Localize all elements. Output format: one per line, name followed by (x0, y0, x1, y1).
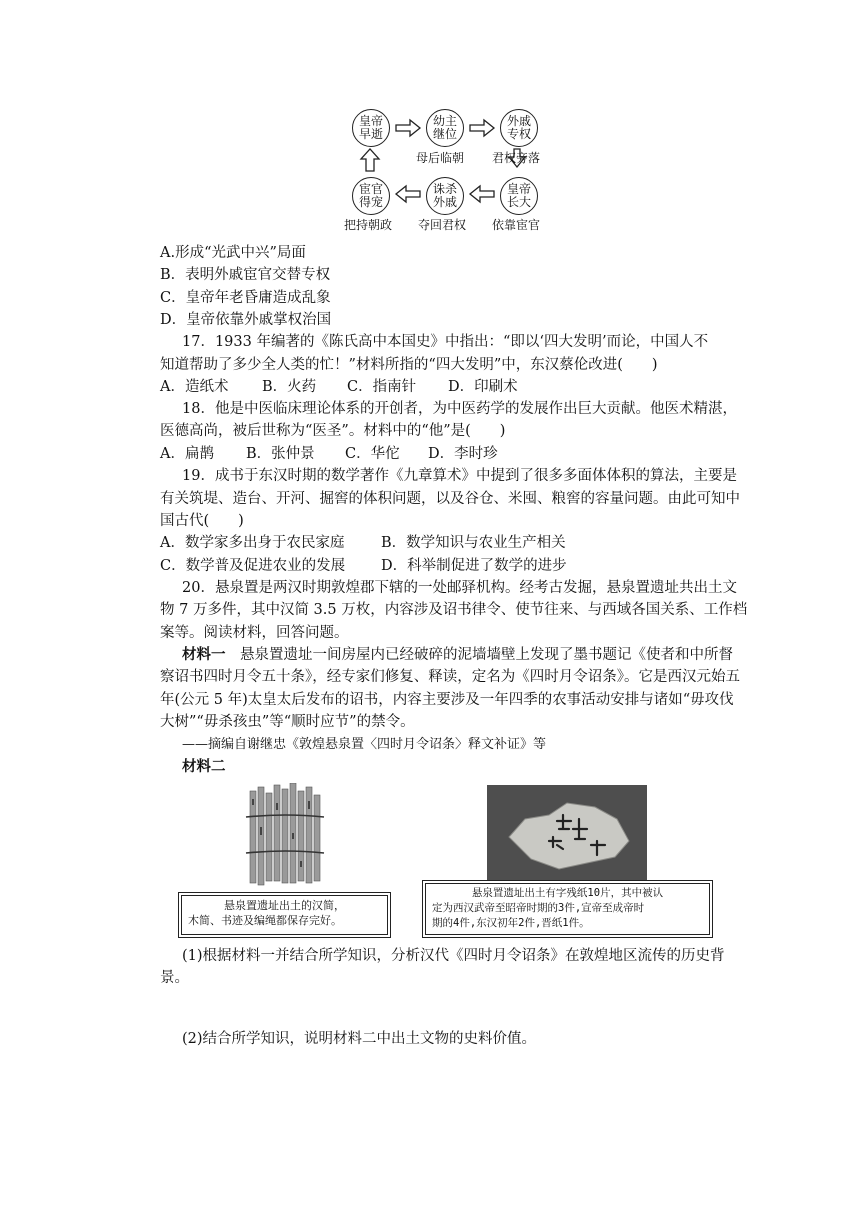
node-emperor-grown: 皇帝 长大 (500, 177, 538, 215)
material-two-label: 材料二 (182, 758, 226, 775)
q19-stem-line2: 有关筑堤、造台、开河、掘窖的体积问题，以及谷仓、米囤、粮窖的容量问题。由此可知中 (160, 491, 740, 507)
flow-diagram (340, 105, 560, 235)
q18-stem-line1: 18．他是中医临床理论体系的开创者，为中医药学的发展作出巨大贡献。他医术精湛， (182, 401, 737, 417)
arrow-left-icon (470, 186, 494, 202)
q18-option-c: C．华佗 (345, 446, 400, 462)
sub-question-1-line2: 景。 (160, 970, 189, 986)
q17-stem-line1: 17．1933 年编著的《陈氏高中本国史》中指出：“即以‘四大发明’而论，中国人不 (182, 334, 709, 350)
arrow-right-icon (470, 120, 494, 136)
node-consort-clan-power: 外戚 专权 (500, 109, 538, 147)
sub-question-1-line1: (1)根据材料一并结合所学知识，分析汉代《四时月令诏条》在敦煌地区流传的历史背 (182, 948, 725, 964)
material-one-label: 材料一 (182, 646, 226, 663)
q19-stem-line3: 国古代( ) (160, 513, 244, 529)
photo2-caption: 悬泉置遗址出土有字残纸10片，其中被认 定为西汉武帝至昭帝时期的3件,宣帝至成帝时 期的4件,东汉初年2件,晋纸1件。 (425, 883, 710, 935)
q20-stem-line2: 物 7 万多件，其中汉简 3.5 万枚，内容涉及诏书律令、使节往来、与西域各国关系、工作档 (160, 602, 748, 618)
caption-empress-regency: 母后临朝 (416, 151, 465, 165)
node-child-ruler: 幼主 继位 (426, 109, 464, 147)
arrow-up-icon (361, 149, 379, 171)
q18-stem-line2: 医德高尚，被后世称为“医圣”。材料中的“他”是( ) (160, 423, 506, 439)
caption-rely-on-eunuchs: 依靠宦官 (492, 218, 541, 232)
han-wooden-slips-photo (240, 783, 330, 893)
paper-fragment-photo (487, 785, 647, 881)
q17-option-a: A．造纸术 (160, 379, 229, 395)
q20-stem-line3: 案等。阅读材料，回答问题。 (160, 625, 349, 641)
q17-option-d: D．印刷术 (448, 379, 518, 395)
node-emperor-early-death: 皇帝 早逝 (352, 109, 390, 147)
q16-option-c: C．皇帝年老昏庸造成乱象 (160, 290, 331, 306)
caption-regain-power: 夺回君权 (418, 218, 467, 232)
q18-option-a: A．扁鹊 (160, 446, 214, 462)
material-one-line2: 察诏书四时月令五十条》，经专家们修复、释读，定名为《四时月令诏条》。它是西汉元始五 (160, 669, 740, 685)
q19-option-d: D．科举制促进了数学的进步 (381, 558, 567, 574)
q16-option-d: D．皇帝依靠外戚掌权治国 (160, 312, 332, 328)
material-one-line4: 大树”“毋杀孩虫”等“顺时应节”的禁令。 (160, 714, 415, 730)
q17-stem-line2: 知道帮助了多少全人类的忙！”材料所指的“四大发明”中，东汉蔡伦改进( ) (160, 357, 658, 373)
q17-option-c: C．指南针 (347, 379, 417, 395)
q20-stem-line1: 20．悬泉置是两汉时期敦煌郡下辖的一处邮驿机构。经考古发掘，悬泉置遗址共出土文 (182, 580, 737, 596)
q16-option-a: A.形成“光武中兴”局面 (160, 245, 306, 261)
q19-option-a: A．数学家多出身于农民家庭 (160, 535, 345, 551)
q19-option-c: C．数学普及促进农业的发展 (160, 558, 346, 574)
photo1-caption: 悬泉置遗址出土的汉简， 木简、书迹及编绳都保存完好。 (181, 895, 388, 935)
q16-option-b: B．表明外戚宦官交替专权 (160, 267, 331, 283)
node-eunuch-favored: 宦官 得宠 (352, 177, 390, 215)
material-one-line1: 材料一 悬泉置遗址一间房屋内已经破碎的泥墙墙壁上发现了墨书题记《使者和中所督 (182, 646, 733, 663)
caption-imperial-power-lost: 君权旁落 (492, 151, 541, 165)
q18-option-b: B．张仲景 (246, 446, 315, 462)
q17-option-b: B．火药 (262, 379, 317, 395)
node-kill-consort-clan: 诛杀 外戚 (426, 177, 464, 215)
arrow-right-icon (396, 120, 420, 136)
caption-control-court: 把持朝政 (344, 218, 393, 232)
material-one-source: ——摘编自谢继忠《敦煌悬泉置〈四时月令诏条〉释文补证》等 (182, 737, 547, 752)
sub-question-2: (2)结合所学知识，说明材料二中出土文物的史料价值。 (182, 1031, 537, 1047)
material-one-line3: 年(公元 5 年)太皇太后发布的诏书，内容主要涉及一年四季的农事活动安排与诸如“毋攻伐 (160, 692, 734, 708)
q19-stem-line1: 19．成书于东汉时期的数学著作《九章算术》中提到了很多多面体体积的算法，主要是 (182, 468, 737, 484)
q18-option-d: D．李时珍 (428, 446, 498, 462)
arrow-left-icon (396, 186, 420, 202)
q19-option-b: B．数学知识与农业生产相关 (381, 535, 566, 551)
